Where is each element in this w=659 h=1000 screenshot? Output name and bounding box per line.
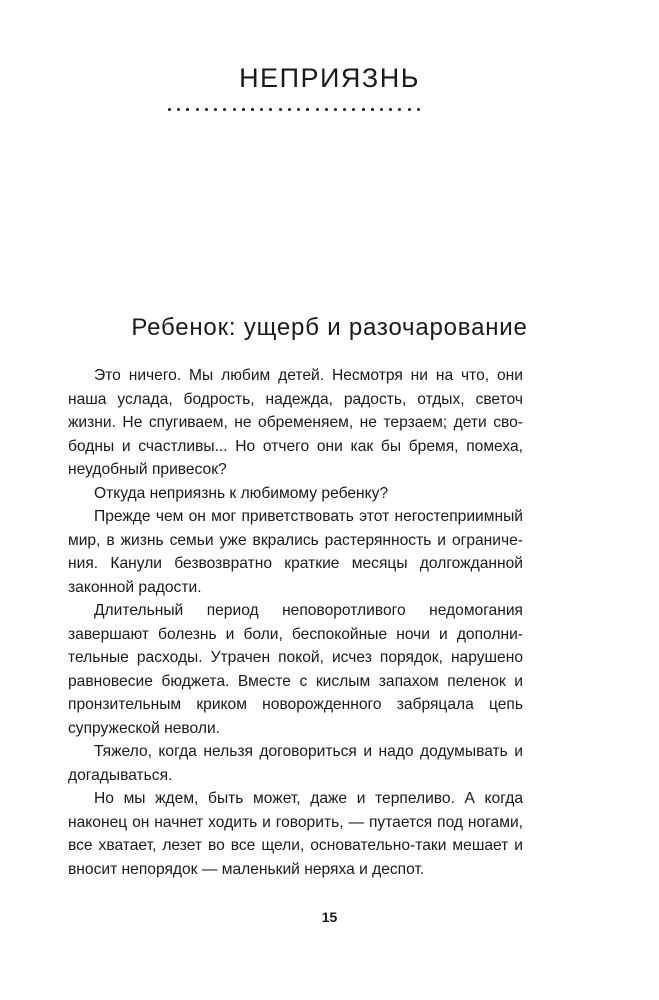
- body-text: [68, 364, 523, 881]
- paragraph: Откуда неприязнь к любимому ребенку?: [94, 484, 389, 502]
- section-title: Ребенок: ущерб и разочарование: [131, 314, 528, 341]
- page-number: 15: [321, 909, 338, 925]
- chapter-title: НЕПРИЯЗНЬ: [239, 63, 420, 93]
- paragraph: Тяжело, когда нельзя договориться и надо додумывать и догадываться.: [68, 743, 523, 784]
- dotted-divider: [168, 99, 420, 119]
- paragraph: Но мы ждем, быть может, даже и терпеливо. А когда наконец он начнет ходить и говорить, — путается под ногами, все хватает, лезет во все щели, основательно-таки мешает и вносит непорядок — маленький неряха и деспот.: [68, 790, 523, 878]
- paragraph: Длительный период неповоротливого недомогания завершают болезнь и боли, беспокойные ночи и дополнительные расходы. Утрачен покой, исчез порядок, нарушено равновесие бюджета. Вместе с кислым запахом пеленок и пронзительным криком новорожденного забряцала цепь супружеской неволи.: [68, 602, 523, 737]
- paragraph: Это ничего. Мы любим детей. Несмотря ни на что, они наша услада, бодрость, надежда, радость, отдых, светоч жизни. Не спугиваем, не обременяем, не терзаем; дети свободны и счастливы... Но отчего они как бы бремя, помеха, неудобный привесок?: [68, 367, 523, 478]
- paragraph: Прежде чем он мог приветствовать этот негостеприимный мир, в жизнь семьи уже вкрались растерянность и ограничения. Канули безвозвратно краткие месяцы долгожданной законной радости.: [68, 508, 523, 596]
